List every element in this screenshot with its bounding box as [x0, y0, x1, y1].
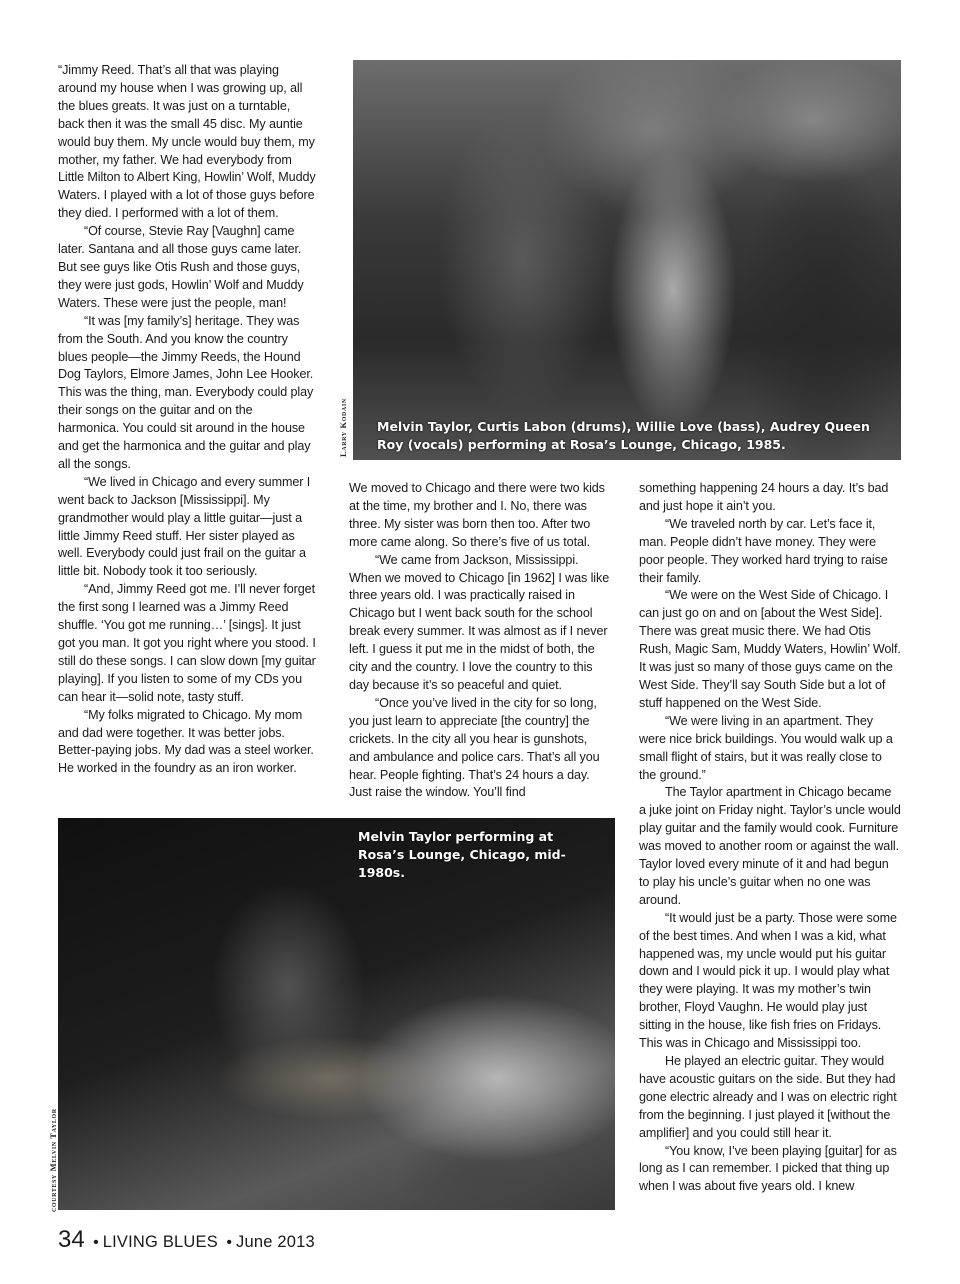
photo-caption: Melvin Taylor, Curtis Labon (drums), Willie Love (bass), Audrey Queen Roy (vocals) performing at Rosa’s Lounge, Chicago, 1985.	[377, 419, 870, 452]
photo-rosas-lounge-band	[353, 60, 901, 460]
paragraph: “Once you’ve lived in the city for so long, you just learn to appreciate [the country] the crickets. In the city all you hear is gunshots, and ambulance and police cars. That’s all you hear. People fighting. That’s 24 hours a day. Just raise the window. You’ll find	[349, 695, 600, 800]
paragraph: He played an electric guitar. They would have acoustic guitars on the side. But they had gone electric already and I was on electric right from the beginning. I just played it [without the amplifier] and you could still hear it.	[639, 1054, 897, 1140]
photo-credit: courtesy Melvin Taylor	[48, 1108, 58, 1212]
paragraph: “We were on the West Side of Chicago. I can just go on and on [about the West Side]. There was great music there. We had Otis Rush, Magic Sam, Muddy Waters, Howlin’ Wolf. It was just so many of those guys came on the West Side. They’ll say South Side but a lot of stuff happened on the West Side.	[639, 588, 901, 710]
photo-credit: Larry Kodain	[338, 398, 348, 457]
paragraph: “We lived in Chicago and every summer I went back to Jackson [Mississippi]. My grandmother would play a little guitar—just a little Jimmy Reed stuff. Her sister played as well. Everybody could just frail on the guitar a little bit. Nobody took it too seriously.	[58, 474, 311, 579]
paragraph: something happening 24 hours a day. It’s bad and just hope it ain’t you.	[639, 481, 889, 513]
paragraph: We moved to Chicago and there were two kids at the time, my brother and I. No, there was three. My sister was born then too. After two more came along. So there’s five of us total.	[349, 481, 605, 549]
paragraph: “It would just be a party. Those were some of the best times. And when I was a kid, what happened was, my uncle would put his guitar down and I would pick it up. I would play what they were playing. It was my mother’s twin brother, Floyd Vaughn. He would play just sitting in the house, like fish fries on Fridays. This was in Chicago and Mississippi too.	[639, 910, 897, 1051]
paragraph: “It was [my family’s] heritage. They was from the South. And you know the country blues people—the Jimmy Reeds, the Hound Dog Taylors, Elmore James, John Lee Hooker. This was the thing, man. Everybody could play their songs on the guitar and on the harmonica. You could sit around in the house and get the harmonica and the guitar and play all the songs.	[58, 313, 314, 471]
paragraph: The Taylor apartment in Chicago became a juke joint on Friday night. Taylor’s uncle would play guitar and the family would cook. Furniture was moved to another room or against the wall. Taylor loved every minute of it and had begun to play his uncle’s guitar when no one was around.	[639, 785, 901, 907]
photo-caption: Melvin Taylor performing at Rosa’s Lounge, Chicago, mid-1980s.	[358, 829, 566, 880]
paragraph: “We came from Jackson, Mississippi. When we moved to Chicago [in 1962] I was like three years old. I was practically raised in Chicago but I went back south for the school break every summer. It was almost as if I never left. I guess it put me in the midst of both, the city and the country. I love the country to this day because it’s so peaceful and quiet.	[349, 552, 610, 692]
paragraph: “We traveled north by car. Let’s face it, man. People didn’t have money. They were poor people. They worked hard trying to raise their family.	[639, 516, 888, 585]
issue-date: June 2013	[236, 1233, 315, 1251]
bullet-separator: •	[226, 1234, 233, 1251]
paragraph: “Jimmy Reed. That’s all that was playing around my house when I was growing up, all the blues greats. It was just on a turntable, back then it was the small 45 disc. My auntie would buy them. My uncle would buy them, my mother, my father. We had everybody from Little Milton to Albert King, Howlin’ Wolf, Muddy Waters. I played with a lot of those guys before they died. I performed with a lot of them.	[58, 63, 316, 221]
paragraph: “And, Jimmy Reed got me. I’ll never forget the first song I learned was a Jimmy Reed shuffle. ‘You got me running…’ [sings]. It just got you man. It got you right where you stood. I still do these songs. I can slow down [my guitar playing]. If you listen to some of my CDs you can hear it—solid note, tasty stuff.	[58, 582, 316, 704]
paragraph: “My folks migrated to Chicago. My mom and dad were together. It was better jobs. Better-paying jobs. My dad was a steel worker. He worked in the foundry as an iron worker.	[58, 707, 314, 776]
paragraph: “You know, I’ve been playing [guitar] for as long as I can remember. I picked that thing up when I was about five years old. I knew	[639, 1143, 897, 1194]
paragraph: “We were living in an apartment. They were nice brick buildings. You would walk up a small flight of stairs, but it was really close to the ground.”	[639, 713, 893, 782]
article-column-left	[58, 62, 316, 778]
page-number: 34	[58, 1226, 85, 1253]
photo-melvin-taylor-guitar	[58, 818, 615, 1210]
paragraph: “Of course, Stevie Ray [Vaughn] came later. Santana and all those guys came later. But see guys like Otis Rush and those guys, they were just gods, Howlin’ Wolf and Muddy Waters. These were just the people, man!	[58, 224, 304, 310]
page-footer	[58, 1226, 315, 1256]
bullet-separator: •	[93, 1234, 99, 1251]
publication-name: LIVING BLUES	[102, 1233, 218, 1251]
article-column-right	[639, 480, 901, 1196]
article-column-middle	[349, 480, 611, 802]
